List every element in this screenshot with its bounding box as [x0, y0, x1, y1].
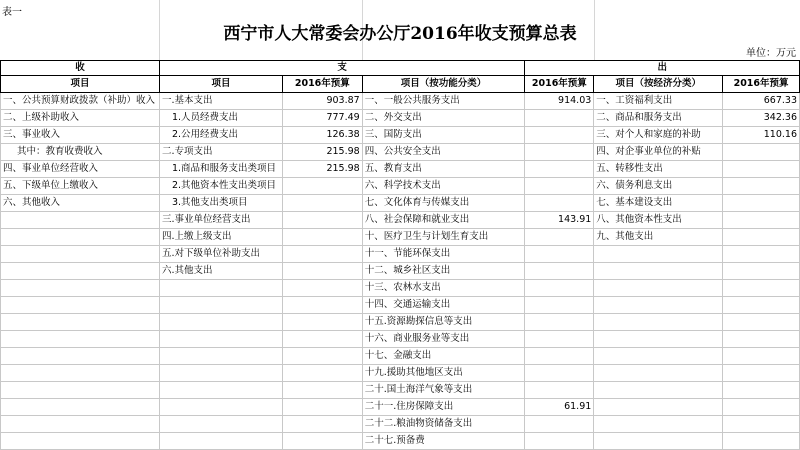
item-cell: 六、科学技术支出	[362, 178, 525, 195]
table-row	[1, 280, 800, 297]
budget-amount-cell: 126.38	[282, 127, 362, 144]
item-cell	[1, 212, 160, 229]
item-cell: 2.其他资本性支出类项目	[159, 178, 282, 195]
table-row	[1, 416, 800, 433]
budget-amount-cell	[525, 246, 594, 263]
item-cell: 六、其他收入	[1, 195, 160, 212]
budget-amount-cell	[723, 178, 800, 195]
item-cell: 五、下级单位上缴收入	[1, 178, 160, 195]
table-row	[1, 263, 800, 280]
item-cell	[1, 229, 160, 246]
item-cell: 三、对个人和家庭的补助	[594, 127, 723, 144]
item-cell: 1.商品和服务支出类项目	[159, 161, 282, 178]
item-cell: 一、一般公共服务支出	[362, 93, 525, 110]
item-cell: 四、事业单位经营收入	[1, 161, 160, 178]
item-cell	[1, 297, 160, 314]
item-cell: 八、社会保障和就业支出	[362, 212, 525, 229]
budget-amount-cell: 110.16	[723, 127, 800, 144]
table-row	[1, 161, 800, 178]
budget-amount-cell	[723, 212, 800, 229]
item-cell	[159, 297, 282, 314]
table-row	[1, 348, 800, 365]
item-cell	[1, 280, 160, 297]
budget-amount-cell: 342.36	[723, 110, 800, 127]
item-cell: 十五.资源勘探信息等支出	[362, 314, 525, 331]
table-row	[1, 229, 800, 246]
item-cell	[159, 348, 282, 365]
table-row	[1, 127, 800, 144]
item-cell	[1, 399, 160, 416]
budget-amount-cell	[525, 229, 594, 246]
item-cell	[594, 399, 723, 416]
section-income: 收	[1, 61, 160, 76]
budget-amount-cell: 61.91	[525, 399, 594, 416]
budget-amount-cell	[282, 382, 362, 399]
budget-amount-cell	[723, 144, 800, 161]
item-cell	[594, 246, 723, 263]
item-cell	[159, 331, 282, 348]
item-cell: 十四、交通运输支出	[362, 297, 525, 314]
section-header-row	[1, 61, 800, 76]
item-cell: 二、上级补助收入	[1, 110, 160, 127]
item-cell	[1, 416, 160, 433]
budget-amount-cell	[525, 416, 594, 433]
item-cell: 四.上缴上级支出	[159, 229, 282, 246]
budget-amount-cell	[723, 195, 800, 212]
budget-amount-cell	[723, 229, 800, 246]
item-cell: 十七、金融支出	[362, 348, 525, 365]
budget-amount-cell	[525, 161, 594, 178]
budget-amount-cell	[723, 399, 800, 416]
item-cell	[594, 314, 723, 331]
item-cell: 二十七.预备费	[362, 433, 525, 450]
budget-amount-cell	[282, 416, 362, 433]
item-cell	[1, 263, 160, 280]
item-cell	[159, 416, 282, 433]
item-cell: 二、商品和服务支出	[594, 110, 723, 127]
budget-amount-cell: 143.91	[525, 212, 594, 229]
item-cell	[159, 365, 282, 382]
table-row	[1, 331, 800, 348]
item-cell: 其中：教育收费收入	[1, 144, 160, 161]
item-cell: 三、事业收入	[1, 127, 160, 144]
budget-amount-cell	[525, 263, 594, 280]
item-cell: 一、工资福利支出	[594, 93, 723, 110]
table-row	[1, 433, 800, 450]
table-row	[1, 314, 800, 331]
budget-amount-cell	[282, 365, 362, 382]
page-title: 西宁市人大常委会办公厅2016年收支预算总表	[223, 24, 577, 44]
budget-amount-cell	[282, 399, 362, 416]
budget-amount-cell	[282, 229, 362, 246]
budget-amount-cell	[282, 331, 362, 348]
section-expense: 支	[159, 61, 524, 76]
item-cell	[594, 382, 723, 399]
budget-amount-cell	[282, 348, 362, 365]
item-cell	[1, 246, 160, 263]
item-cell: 十九.援助其他地区支出	[362, 365, 525, 382]
budget-amount-cell	[723, 382, 800, 399]
item-cell	[594, 348, 723, 365]
item-cell	[594, 365, 723, 382]
budget-amount-cell	[282, 195, 362, 212]
item-cell: 三.事业单位经营支出	[159, 212, 282, 229]
budget-amount-cell	[525, 433, 594, 450]
budget-amount-cell	[282, 314, 362, 331]
budget-amount-cell	[525, 331, 594, 348]
budget-amount-cell: 777.49	[282, 110, 362, 127]
budget-amount-cell	[525, 195, 594, 212]
item-cell	[159, 433, 282, 450]
budget-amount-cell	[723, 416, 800, 433]
column-header: 2016年预算	[282, 76, 362, 93]
budget-amount-cell	[723, 280, 800, 297]
item-cell	[1, 331, 160, 348]
table-row	[1, 195, 800, 212]
item-cell: 1.人员经费支出	[159, 110, 282, 127]
column-header: 2016年预算	[525, 76, 594, 93]
item-cell: 十六、商业服务业等支出	[362, 331, 525, 348]
section-out: 出	[525, 61, 800, 76]
item-cell: 六.其他支出	[159, 263, 282, 280]
budget-amount-cell	[723, 433, 800, 450]
budget-amount-cell	[525, 348, 594, 365]
item-cell: 六、债务利息支出	[594, 178, 723, 195]
table-row	[1, 178, 800, 195]
column-header: 项目（按经济分类）	[594, 76, 723, 93]
budget-amount-cell	[525, 297, 594, 314]
budget-amount-cell	[723, 246, 800, 263]
item-cell	[594, 433, 723, 450]
budget-amount-cell: 903.87	[282, 93, 362, 110]
budget-amount-cell	[723, 263, 800, 280]
budget-amount-cell	[723, 297, 800, 314]
item-cell	[1, 348, 160, 365]
item-cell: 一.基本支出	[159, 93, 282, 110]
table-row	[1, 144, 800, 161]
item-cell: 五、教育支出	[362, 161, 525, 178]
table-row	[1, 212, 800, 229]
item-cell	[1, 433, 160, 450]
item-cell	[1, 382, 160, 399]
item-cell	[594, 331, 723, 348]
item-cell: 四、对企事业单位的补贴	[594, 144, 723, 161]
item-cell	[594, 297, 723, 314]
item-cell: 五.对下级单位补助支出	[159, 246, 282, 263]
item-cell: 一、公共预算财政拨款（补助）收入	[1, 93, 160, 110]
budget-amount-cell	[282, 246, 362, 263]
budget-table	[0, 60, 800, 450]
budget-amount-cell	[723, 314, 800, 331]
budget-amount-cell	[282, 297, 362, 314]
table-row	[1, 246, 800, 263]
item-cell	[159, 314, 282, 331]
item-cell: 二十.国土海洋气象等支出	[362, 382, 525, 399]
budget-amount-cell: 215.98	[282, 161, 362, 178]
item-cell: 八、其他资本性支出	[594, 212, 723, 229]
budget-amount-cell: 667.33	[723, 93, 800, 110]
budget-amount-cell	[282, 263, 362, 280]
budget-amount-cell	[525, 110, 594, 127]
item-cell: 九、其他支出	[594, 229, 723, 246]
budget-amount-cell	[525, 127, 594, 144]
table-row	[1, 93, 800, 110]
item-cell	[1, 314, 160, 331]
budget-amount-cell	[723, 348, 800, 365]
budget-amount-cell	[723, 161, 800, 178]
budget-amount-cell	[525, 178, 594, 195]
item-cell: 十三、农林水支出	[362, 280, 525, 297]
column-header: 2016年预算	[723, 76, 800, 93]
table-row	[1, 382, 800, 399]
table-number-label: 表一	[2, 7, 22, 18]
budget-amount-cell	[525, 280, 594, 297]
budget-amount-cell: 914.03	[525, 93, 594, 110]
item-cell: 二、外交支出	[362, 110, 525, 127]
budget-amount-cell	[282, 212, 362, 229]
column-header: 项目（按功能分类）	[362, 76, 525, 93]
budget-amount-cell	[723, 331, 800, 348]
item-cell	[159, 382, 282, 399]
table-row	[1, 110, 800, 127]
budget-amount-cell	[282, 178, 362, 195]
item-cell: 3.其他支出类项目	[159, 195, 282, 212]
column-header: 项目	[1, 76, 160, 93]
column-header: 项目	[159, 76, 282, 93]
item-cell: 四、公共安全支出	[362, 144, 525, 161]
item-cell: 2.公用经费支出	[159, 127, 282, 144]
item-cell	[594, 263, 723, 280]
budget-amount-cell	[525, 144, 594, 161]
budget-amount-cell	[282, 433, 362, 450]
budget-amount-cell	[525, 314, 594, 331]
item-cell: 七、基本建设支出	[594, 195, 723, 212]
item-cell: 二十二.粮油物资储备支出	[362, 416, 525, 433]
item-cell: 十二、城乡社区支出	[362, 263, 525, 280]
unit-label: 单位：万元	[746, 48, 796, 59]
budget-amount-cell	[525, 382, 594, 399]
item-cell: 十、医疗卫生与计划生育支出	[362, 229, 525, 246]
item-cell	[594, 280, 723, 297]
item-cell: 二.专项支出	[159, 144, 282, 161]
item-cell: 三、国防支出	[362, 127, 525, 144]
item-cell	[159, 399, 282, 416]
table-row	[1, 399, 800, 416]
column-header-row	[1, 76, 800, 93]
item-cell: 五、转移性支出	[594, 161, 723, 178]
item-cell	[159, 280, 282, 297]
item-cell: 二十一.住房保障支出	[362, 399, 525, 416]
item-cell: 七、文化体育与传媒支出	[362, 195, 525, 212]
item-cell: 十一、节能环保支出	[362, 246, 525, 263]
item-cell	[1, 365, 160, 382]
table-row	[1, 365, 800, 382]
budget-amount-cell: 215.98	[282, 144, 362, 161]
budget-amount-cell	[282, 280, 362, 297]
budget-amount-cell	[525, 365, 594, 382]
item-cell	[594, 416, 723, 433]
budget-amount-cell	[723, 365, 800, 382]
table-row	[1, 297, 800, 314]
